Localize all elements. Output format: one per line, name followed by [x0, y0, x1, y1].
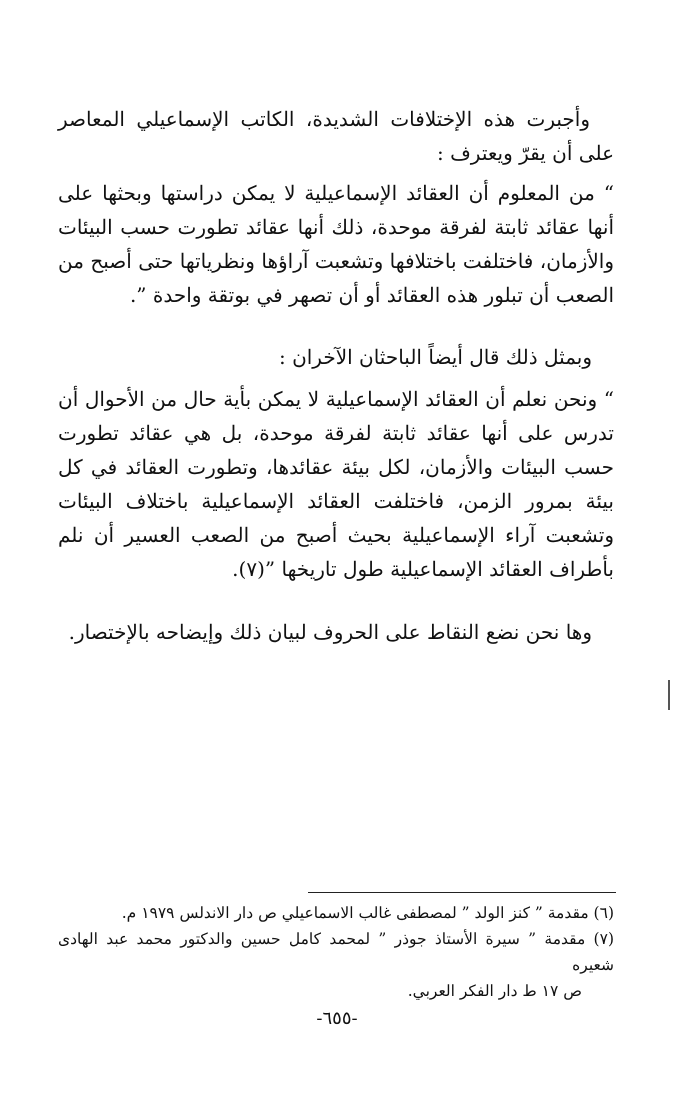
transition-paragraph: وبمثل ذلك قال أيضاً الباحثان الآخران : [278, 345, 592, 369]
footnote-divider [308, 892, 616, 893]
footnote-6: (٦) مقدمة ” كنز الولد ” لمصطفى غالب الاسماعيلي ص دار الاندلس ١٩٧٩ م. [121, 904, 614, 922]
footnotes [58, 900, 614, 1004]
scan-mark [668, 680, 670, 710]
first-quotation: “ من المعلوم أن العقائد الإسماعيلية لا يمكن دراستها وبحثها على أنها عقائد ثابتة لفرقة موحدة، ذلك أنها عقائد تطورت حسب البيئات والأزمان، فاختلفت باختلافها وتشعبت آراؤها ونظرياتها حتى أصبح من الصعب أن تبلور هذه العقائد أو أن تصهر في بوتقة واحدة ”. [58, 181, 614, 307]
closing-paragraph: وها نحن نضع النقاط على الحروف لبيان ذلك وإيضاحه بالإختصار. [68, 620, 592, 644]
second-quotation: “ ونحن نعلم أن العقائد الإسماعيلية لا يمكن بأية حال من الأحوال أن تدرس على أنها عقائد ثابتة لفرقة موحدة، بل هي عقائد تطورت حسب البيئات والأزمان، لكل بيئة عقائدها، وتطورت العقائد في كل بيئة بمرور الزمن، فاختلفت العقائد الإسماعيلية باختلاف البيئات وتشعبت آراء الإسماعيلية بحيث أصبح من الصعب العسير أن نلم بأطراف العقائد الإسماعيلية طول تاريخها ”(٧). [58, 387, 614, 581]
page-number: -٦٥٥- [316, 1008, 358, 1029]
footnote-7-continuation: ص ١٧ ط دار الفكر العربي. [407, 982, 582, 1000]
intro-paragraph: وأجبرت هذه الإختلافات الشديدة، الكاتب الإسماعيلي المعاصر على أن يقرّ ويعترف : [58, 107, 614, 165]
footnote-7: (٧) مقدمة ” سيرة الأستاذ جوذر ” لمحمد كامل حسين والدكتور محمد عبد الهادى شعيره [58, 930, 614, 974]
